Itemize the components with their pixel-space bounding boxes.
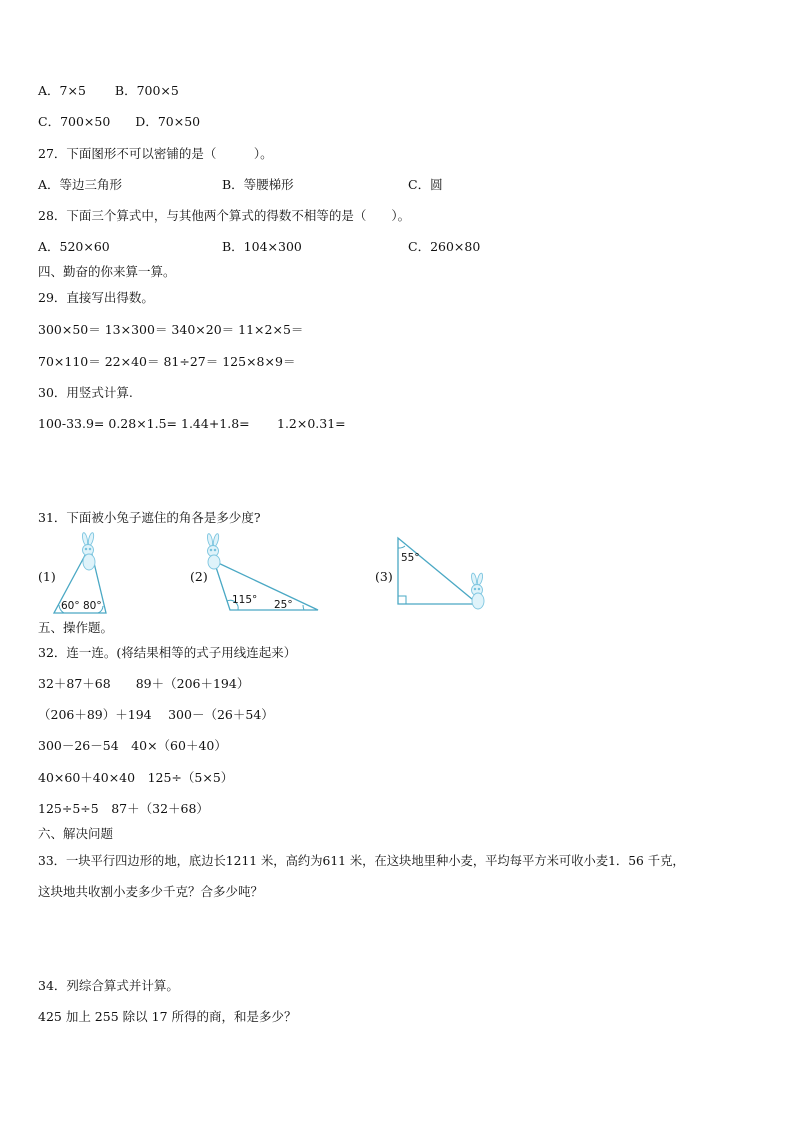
q29-row2: 70×110＝ 22×40＝ 81÷27＝ 125×8×9＝: [38, 354, 296, 369]
q30-row1-last: 1.2×0.31=: [277, 416, 346, 431]
q26-options-row1: A．7×5 B．700×5: [38, 83, 179, 98]
q32-row-4: 40×60＋40×40 125÷（5×5）: [38, 770, 234, 785]
triangle-3-right-angle-mark: [398, 596, 406, 604]
section-6-heading: 六、解决问题: [38, 826, 114, 841]
q27-option-b: B．等腰梯形: [222, 177, 294, 192]
triangle-3-arc-top: [398, 546, 405, 548]
q33-line-2: 这块地共收割小麦多少千克？合多少吨？: [38, 884, 264, 899]
q34-line: 425 加上 255 除以 17 所得的商，和是多少？: [38, 1009, 297, 1024]
triangle-2-outline: [214, 561, 318, 610]
q31-figure-2-triangle: [200, 533, 322, 615]
q31-figure-3-triangle: [392, 534, 492, 616]
q26-options-row2: C．700×50 D．70×50: [38, 114, 201, 129]
triangle-2-angle-right: 25°: [274, 599, 293, 611]
section-5-heading: 五、操作题。: [38, 620, 114, 635]
rabbit-icon: [206, 533, 220, 569]
q31-fig3-label: (3): [375, 569, 393, 584]
q31-stem: 31．下面被小兔子遮住的角各是多少度?: [38, 510, 261, 525]
q32-row-2: （206＋89）＋194 300－（26＋54）: [38, 707, 274, 722]
q31-figure-1-triangle: [50, 532, 112, 616]
q27-stem: 27．下面图形不可以密铺的是（ ）。: [38, 146, 273, 161]
q30-stem: 30．用竖式计算.: [38, 385, 133, 400]
q29-row1: 300×50＝ 13×300＝ 340×20＝ 11×2×5＝: [38, 322, 304, 337]
q31-fig2-label: (2): [190, 569, 208, 584]
q28-stem: 28．下面三个算式中，与其他两个算式的得数不相等的是（ ）。: [38, 208, 411, 223]
q32-row-3: 300－26－54 40×（60＋40）: [38, 738, 227, 753]
q32-stem: 32．连一连。(将结果相等的式子用线连起来）: [38, 645, 297, 660]
triangle-2-arc-right: [303, 605, 304, 610]
q30-row1: 100-33.9= 0.28×1.5= 1.44+1.8=: [38, 416, 250, 431]
q31-fig1-label: (1): [38, 569, 56, 584]
q28-option-c: C．260×80: [408, 239, 481, 254]
q33-line-1: 33．一块平行四边形的地，底边长1211 米，高约为611 米，在这块地里种小麦，平均每平方米可收小麦1．56 千克，: [38, 854, 685, 868]
q34-stem: 34．列综合算式并计算。: [38, 978, 179, 993]
q27-option-a: A．等边三角形: [38, 177, 123, 192]
section-4-heading: 四、勤奋的你来算一算。: [38, 264, 176, 279]
q32-row-5: 125÷5÷5 87＋（32＋68）: [38, 801, 209, 816]
q28-option-a: A．520×60: [38, 239, 110, 254]
q27-option-c: C．圆: [408, 177, 443, 192]
rabbit-icon: [81, 532, 95, 570]
triangle-1-angle-left: 60°: [61, 600, 80, 612]
q32-row-1: 32＋87＋68 89＋（206＋194）: [38, 676, 250, 691]
rabbit-icon: [471, 573, 484, 609]
triangle-3-angle-top: 55°: [401, 552, 420, 564]
triangle-2-angle-left: 115°: [232, 594, 258, 606]
triangle-3-outline: [398, 538, 478, 604]
triangle-1-angle-right: 80°: [83, 600, 102, 612]
q29-stem: 29．直接写出得数。: [38, 290, 154, 305]
q28-option-b: B．104×300: [222, 239, 302, 254]
